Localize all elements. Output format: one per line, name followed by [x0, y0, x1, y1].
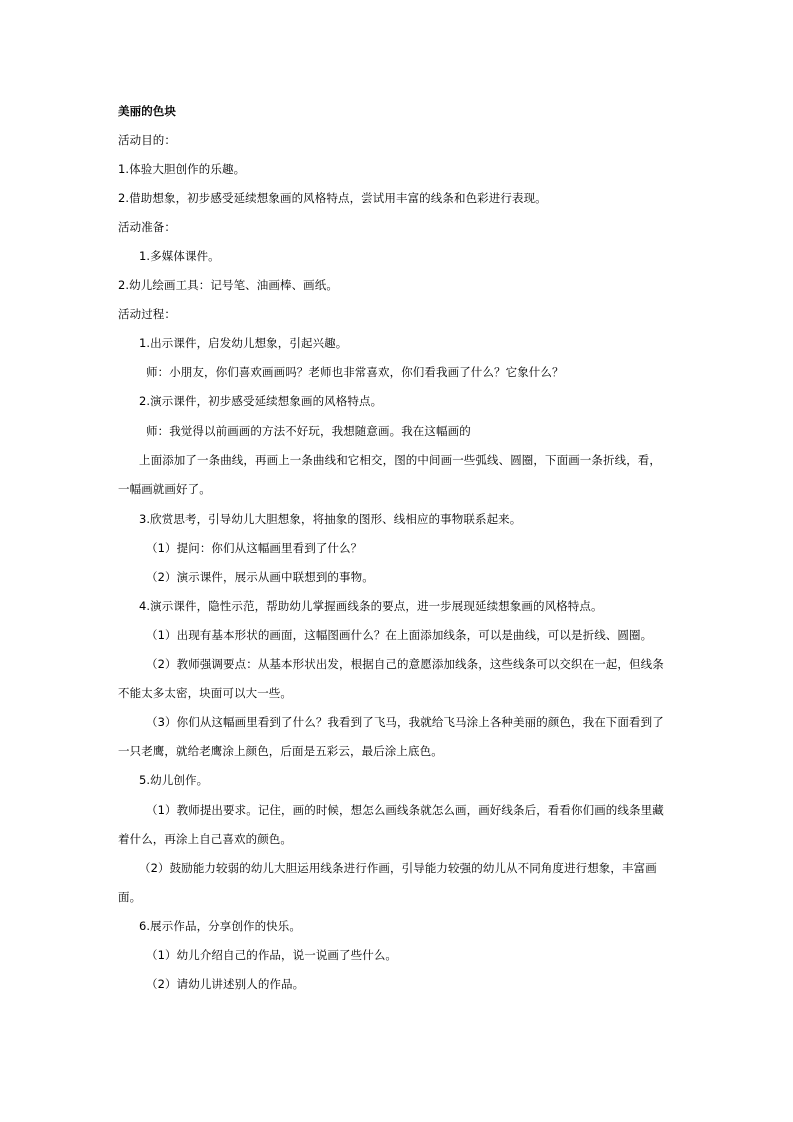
prep-heading: 活动准备：	[118, 220, 176, 234]
sub-item: 着什么，再涂上自己喜欢的颜色。	[118, 832, 292, 846]
step-heading: 1.出示课件，启发幼儿想象，引起兴趣。	[139, 336, 348, 350]
step-heading: 2.演示课件，初步感受延续想象画的风格特点。	[139, 394, 383, 408]
sub-item: （2）鼓励能力较弱的幼儿大胆运用线条进行作画，引导能力较强的幼儿从不同角度进行想象，丰富画	[139, 861, 657, 875]
process-heading: 活动过程：	[118, 307, 176, 321]
step-paragraph: 师：小朋友，你们喜欢画画吗？老师也非常喜欢，你们看我画了什么？它象什么？	[146, 365, 564, 379]
sub-item: 不能太多太密，块面可以大一些。	[118, 686, 292, 700]
goal-item: 1.体验大胆创作的乐趣。	[118, 162, 246, 176]
sub-item: 一只老鹰，就给老鹰涂上颜色，后面是五彩云，最后涂上底色。	[118, 744, 443, 758]
sub-item: （2）请幼儿讲述别人的作品。	[146, 977, 305, 991]
sub-item: （1）提问：你们从这幅画里看到了什么？	[146, 541, 363, 555]
step-paragraph: 一幅画就画好了。	[118, 482, 211, 496]
goals-heading: 活动目的：	[118, 133, 176, 147]
step-heading: 6.展示作品，分享创作的快乐。	[139, 919, 301, 933]
step-heading: 3.欣赏思考，引导幼儿大胆想象，将抽象的图形、线相应的事物联系起来。	[139, 512, 522, 526]
prep-item: 1.多媒体课件。	[139, 249, 220, 263]
goal-item: 2.借助想象，初步感受延续想象画的风格特点，尝试用丰富的线条和色彩进行表现。	[118, 191, 547, 205]
step-heading: 4.演示课件，隐性示范，帮助幼儿掌握画线条的要点，进一步展现延续想象画的风格特点。	[139, 599, 603, 613]
document-title: 美丽的色块	[118, 104, 176, 118]
sub-item: （1）幼儿介绍自己的作品，说一说画了些什么。	[146, 948, 398, 962]
step-paragraph: 上面添加了一条曲线，再画上一条曲线和它相交，图的中间画一些弧线、圆圈，下面画一条折线，看，	[139, 453, 661, 467]
sub-item: （1）教师提出要求。记住，画的时候，想怎么画线条就怎么画，画好线条后，看看你们画的线条里藏	[146, 803, 664, 817]
step-heading: 5.幼儿创作。	[139, 773, 209, 787]
sub-item: （3）你们从这幅画里看到了什么？我看到了飞马，我就给飞马涂上各种美丽的颜色，我在下面看到了	[146, 715, 664, 729]
sub-item: 面。	[118, 890, 142, 904]
sub-item: （1）出现有基本形状的画面，这幅图画什么？在上面添加线条，可以是曲线，可以是折线、圆圈。	[146, 628, 653, 642]
prep-item: 2.幼儿绘画工具：记号笔、油画棒、画纸。	[118, 278, 338, 292]
sub-item: （2）教师强调要点：从基本形状出发，根据自己的意愿添加线条，这些线条可以交织在一起，但线条	[146, 657, 664, 671]
sub-item: （2）演示课件，展示从画中联想到的事物。	[146, 570, 374, 584]
step-paragraph: 师：我觉得以前画画的方法不好玩，我想随意画。我在这幅画的	[146, 424, 471, 438]
